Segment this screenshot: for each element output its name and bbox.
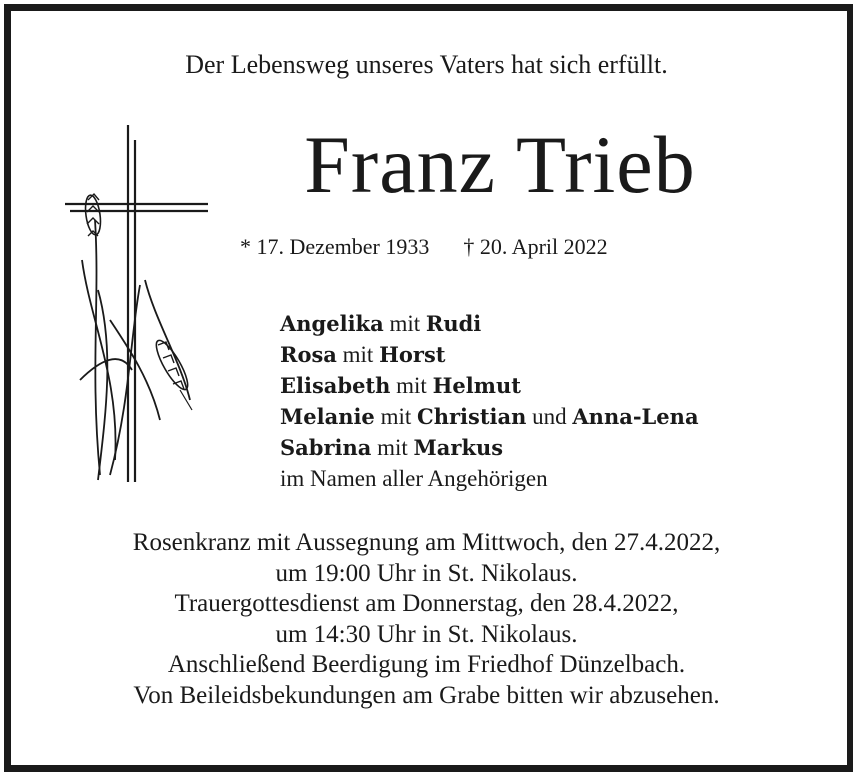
service-info — [0, 528, 853, 711]
info-line: um 19:00 Uhr in St. Nikolaus. — [275, 559, 578, 587]
death-date: † 20. April 2022 — [463, 234, 608, 259]
life-dates — [240, 234, 608, 260]
mourner-line: Sabrina mit Markus — [280, 435, 504, 460]
deceased-name: Franz Trieb — [304, 119, 696, 210]
info-line: Von Beileidsbekundungen am Grabe bitten wir abzusehen. — [133, 681, 720, 709]
mourner-line: Angelika mit Rudi — [280, 311, 482, 336]
info-line: Anschließend Beerdigung im Friedhof Dünzelbach. — [167, 651, 686, 678]
info-line: um 14:30 Uhr in St. Nikolaus. — [275, 620, 578, 648]
birth-date: * 17. Dezember 1933 — [240, 234, 430, 259]
info-line: Rosenkranz mit Aussegnung am Mittwoch, den 27.4.2022, — [132, 529, 721, 556]
mourners-list — [280, 308, 699, 494]
mourner-line: Rosa mit Horst — [280, 342, 446, 367]
mourner-line: Melanie mit Christian und Anna-Lena — [280, 404, 699, 429]
mourners-closing: im Namen aller Angehörigen — [280, 466, 548, 491]
intro-text: Der Lebensweg unseres Vaters hat sich erfüllt. — [185, 50, 668, 79]
mourner-line: Elisabeth mit Helmut — [280, 373, 521, 398]
info-line: Trauergottesdienst am Donnerstag, den 28.4.2022, — [174, 590, 679, 617]
